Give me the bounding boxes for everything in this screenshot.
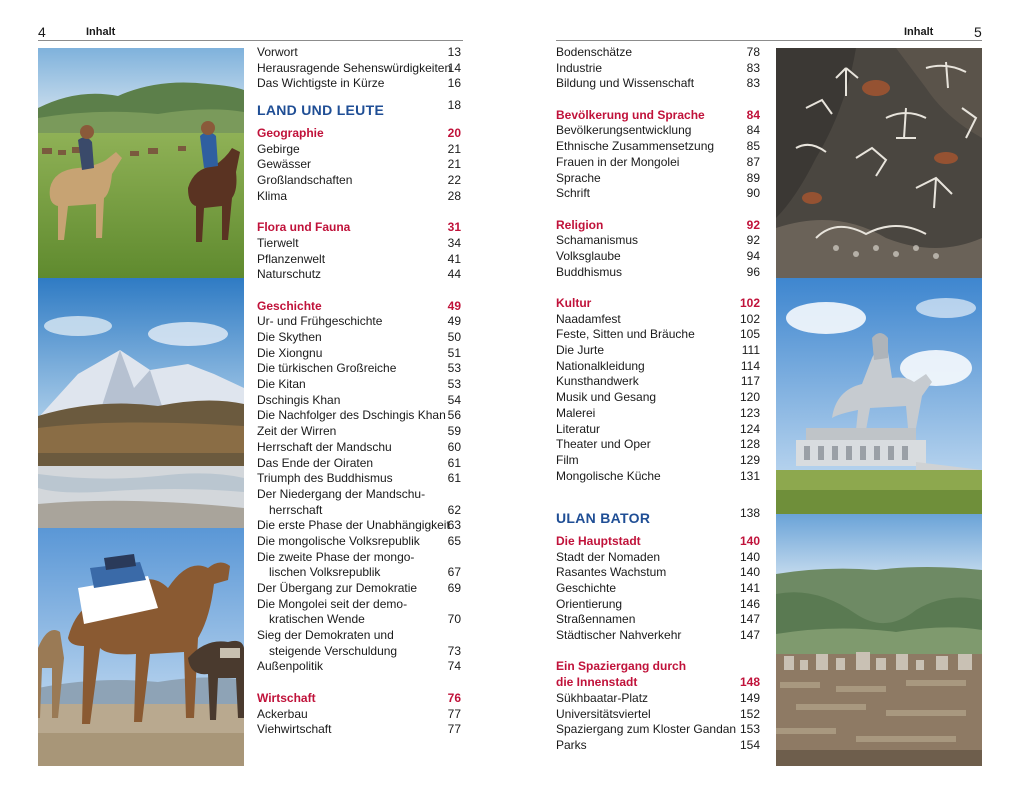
toc-entry-title: Sükhbaatar-Platz — [556, 690, 649, 705]
toc-entry-gebirge — [257, 142, 461, 158]
toc-entry-title: Viehwirtschaft — [257, 722, 332, 737]
toc-entry-title: Malerei — [556, 405, 596, 420]
toc-entry-title: Theater und Oper — [556, 437, 651, 452]
toc-entry-page: 153 — [739, 722, 760, 737]
toc-part-heading-ulan-bator — [556, 500, 760, 534]
toc-entry-title: Bodenschätze — [556, 45, 633, 59]
toc-entry-page: 22 — [447, 173, 461, 188]
toc-entry-page: 77 — [447, 722, 461, 737]
toc-entry-universitatsviertel — [556, 707, 760, 723]
toc-section-heading-die-hauptstadt — [556, 534, 760, 550]
toc-entry-title: Volksglaube — [556, 248, 621, 263]
toc-entry-page: 131 — [739, 468, 760, 483]
toc-entry-page: 18 — [447, 98, 461, 113]
toc-entry-title: ULAN BATOR — [556, 509, 651, 526]
toc-entry-title: LAND UND LEUTE — [257, 102, 385, 119]
toc-entry-page: 77 — [447, 706, 461, 721]
ulan-bator-city-photo — [776, 514, 982, 766]
toc-entry-das-wichtigste-in-kurze — [257, 76, 461, 92]
toc-entry-title: Ur- und Frühgeschichte — [257, 314, 383, 329]
toc-entry-page: 49 — [447, 314, 461, 329]
toc-entry-frauen-in-der-mongolei — [556, 155, 760, 171]
toc-entry-ackerbau — [257, 707, 461, 723]
toc-entry-title: Stadt der Nomaden — [556, 549, 661, 564]
toc-entry-page: 62 — [447, 502, 461, 517]
genghis-khan-statue-photo — [776, 278, 982, 514]
toc-entry-naadamfest — [556, 312, 760, 328]
toc-entry-title: Außenpolitik — [257, 659, 324, 674]
toc-entry-musik-und-gesang — [556, 390, 760, 406]
toc-entry-feste-sitten-und-brauche — [556, 327, 760, 343]
toc-entry-title: Die Jurte — [556, 343, 605, 358]
toc-entry-title: Universitätsviertel — [556, 706, 651, 721]
toc-entry-kunsthandwerk — [556, 374, 760, 390]
toc-entry-title: Sieg der Demokraten und — [257, 628, 394, 643]
toc-entry-stadtischer-nahverkehr — [556, 628, 760, 644]
toc-entry-page: 44 — [447, 267, 461, 282]
toc-entry-title: Bevölkerungsentwicklung — [556, 123, 692, 138]
toc-entry-title: Naadamfest — [556, 311, 621, 326]
toc-entry-spaziergang-zum-kloster-gandan — [556, 722, 760, 738]
page-number: 4 — [38, 24, 46, 40]
toc-right-column — [556, 45, 760, 754]
toc-entry-title: kratischen Wende — [269, 612, 365, 627]
toc-entry-page: 31 — [447, 220, 461, 235]
toc-spacer — [556, 280, 760, 296]
toc-entry-sprache — [556, 171, 760, 187]
toc-entry-page: 70 — [447, 612, 461, 627]
toc-entry-page: 51 — [447, 345, 461, 360]
toc-entry-title: Städtischer Nahverkehr — [556, 628, 682, 643]
toc-entry-page: 140 — [739, 565, 760, 580]
toc-entry-buddhismus — [556, 265, 760, 281]
toc-spacer — [556, 92, 760, 108]
toc-entry-schrift — [556, 186, 760, 202]
toc-entry-title: Bildung und Wissenschaft — [556, 76, 695, 91]
toc-entry-page: 78 — [746, 45, 760, 59]
toc-entry-title: steigende Verschuldung — [269, 643, 398, 658]
toc-entry-die-mongolische-volksrepublik — [257, 534, 461, 550]
toc-entry-herrschaft — [257, 503, 461, 519]
toc-entry-page: 102 — [739, 311, 760, 326]
toc-entry-die-kitan — [257, 377, 461, 393]
toc-entry-page: 34 — [447, 235, 461, 250]
toc-entry-page: 20 — [447, 126, 461, 141]
toc-entry-title: herrschaft — [269, 502, 323, 517]
toc-left-column — [257, 45, 461, 738]
toc-entry-die-erste-phase-der-unabhangigkeit — [257, 518, 461, 534]
toc-entry-page: 73 — [447, 643, 461, 658]
toc-entry-page: 147 — [739, 612, 760, 627]
toc-entry-page: 13 — [447, 45, 461, 59]
toc-entry-schamanismus — [556, 233, 760, 249]
toc-entry-page: 63 — [447, 518, 461, 533]
toc-entry-lischen-volksrepublik — [257, 565, 461, 581]
toc-entry-title: Herrschaft der Mandschu — [257, 439, 392, 454]
toc-section-heading-religion — [556, 218, 760, 234]
toc-entry-die-mongolei-seit-der-demo — [257, 597, 461, 613]
toc-entry-page: 140 — [739, 549, 760, 564]
toc-entry-title: Gewässer — [257, 157, 312, 172]
toc-entry-sieg-der-demokraten-und — [257, 628, 461, 644]
toc-entry-strassennamen — [556, 612, 760, 628]
toc-entry-title: Gebirge — [257, 141, 300, 156]
toc-entry-title: Straßennamen — [556, 612, 636, 627]
toc-entry-page: 21 — [447, 141, 461, 156]
toc-entry-page: 117 — [740, 374, 760, 389]
toc-entry-title: Industrie — [556, 60, 603, 75]
toc-entry-title: Geschichte — [257, 298, 322, 313]
toc-entry-page: 85 — [746, 139, 760, 154]
header-rule — [556, 40, 982, 41]
toc-entry-page: 89 — [746, 170, 760, 185]
toc-entry-orientierung — [556, 597, 760, 613]
toc-entry-kratischen-wende — [257, 612, 461, 628]
toc-entry-parks — [556, 738, 760, 754]
toc-entry-literatur — [556, 422, 760, 438]
right-page — [510, 0, 1020, 807]
toc-entry-triumph-des-buddhismus — [257, 471, 461, 487]
toc-entry-title: Dschingis Khan — [257, 392, 341, 407]
toc-entry-page: 56 — [447, 408, 461, 423]
toc-entry-die-xiongnu — [257, 346, 461, 362]
running-header: Inhalt — [86, 26, 116, 38]
toc-entry-page: 21 — [447, 157, 461, 172]
toc-entry-title: Die Hauptstadt — [556, 533, 641, 548]
toc-entry-page: 149 — [739, 690, 760, 705]
toc-spacer — [556, 484, 760, 500]
toc-entry-page: 41 — [447, 251, 461, 266]
toc-entry-title: Schrift — [556, 186, 591, 201]
toc-entry-page: 140 — [739, 533, 760, 548]
toc-entry-der-niedergang-der-mandschu — [257, 487, 461, 503]
toc-entry-viehwirtschaft — [257, 722, 461, 738]
toc-entry-title: Film — [556, 452, 579, 467]
toc-entry-title: Die erste Phase der Unabhängigkeit — [257, 518, 450, 533]
toc-entry-title: Feste, Sitten und Bräuche — [556, 327, 695, 342]
toc-section-heading-ein-spaziergang-durch — [556, 659, 760, 675]
toc-entry-title: Bevölkerung und Sprache — [556, 107, 705, 122]
toc-entry-page: 90 — [746, 186, 760, 201]
toc-entry-title: Die mongolische Volksrepublik — [257, 533, 420, 548]
toc-entry-title: Das Wichtigste in Kürze — [257, 76, 385, 91]
page-number: 5 — [974, 24, 982, 40]
toc-entry-page: 14 — [447, 60, 461, 75]
toc-entry-page: 102 — [739, 296, 760, 310]
toc-spacer — [257, 283, 461, 299]
toc-entry-klima — [257, 189, 461, 205]
toc-entry-title: Die Nachfolger des Dschingis Khan — [257, 408, 446, 423]
toc-entry-page: 120 — [739, 390, 760, 405]
toc-entry-title: Religion — [556, 217, 604, 232]
toc-entry-vorwort — [257, 45, 461, 61]
toc-entry-title: Ein Spaziergang durch — [556, 659, 687, 674]
toc-entry-page: 141 — [739, 581, 760, 595]
toc-entry-title: Großlandschaften — [257, 173, 353, 188]
toc-entry-title: Flora und Fauna — [257, 220, 351, 235]
toc-entry-title: Musik und Gesang — [556, 390, 657, 405]
toc-entry-mongolische-kuche — [556, 469, 760, 485]
toc-entry-page: 83 — [746, 76, 760, 91]
toc-spacer — [257, 205, 461, 221]
toc-entry-page: 83 — [746, 60, 760, 75]
toc-entry-page: 152 — [739, 706, 760, 721]
toc-entry-malerei — [556, 406, 760, 422]
toc-entry-page: 84 — [746, 123, 760, 138]
toc-entry-die-jurte — [556, 343, 760, 359]
toc-entry-herrschaft-der-mandschu — [257, 440, 461, 456]
toc-entry-die-skythen — [257, 330, 461, 346]
toc-entry-title: Triumph des Buddhismus — [257, 471, 393, 486]
toc-entry-page: 61 — [447, 455, 461, 470]
toc-entry-title: Die Skythen — [257, 330, 322, 344]
header-rule — [38, 40, 463, 41]
toc-section-heading-flora-und-fauna — [257, 220, 461, 236]
toc-entry-title: Nationalkleidung — [556, 358, 645, 373]
toc-entry-title: Sprache — [556, 170, 601, 185]
toc-entry-title: Die Xiongnu — [257, 345, 323, 360]
toc-entry-page: 96 — [746, 264, 760, 279]
toc-entry-die-zweite-phase-der-mongo — [257, 550, 461, 566]
toc-entry-page: 54 — [447, 392, 461, 407]
toc-entry-die-nachfolger-des-dschingis-khan — [257, 408, 461, 424]
toc-entry-page: 50 — [447, 330, 461, 344]
toc-entry-industrie — [556, 61, 760, 77]
toc-entry-title: Geographie — [257, 126, 324, 141]
toc-entry-title: Vorwort — [257, 45, 298, 59]
toc-entry-grosslandschaften — [257, 173, 461, 189]
toc-part-heading-land-und-leute — [257, 92, 461, 126]
toc-entry-page: 69 — [447, 581, 461, 595]
toc-entry-page: 111 — [741, 343, 760, 358]
toc-entry-title: Der Niedergang der Mandschu- — [257, 486, 426, 501]
toc-section-heading-geschichte — [257, 299, 461, 315]
toc-entry-page: 74 — [447, 659, 461, 674]
toc-entry-title: Kultur — [556, 296, 592, 310]
toc-entry-title: Frauen in der Mongolei — [556, 154, 680, 169]
toc-entry-title: Das Ende der Oiraten — [257, 455, 374, 470]
toc-entry-tierwelt — [257, 236, 461, 252]
toc-entry-geschichte — [556, 581, 760, 597]
toc-entry-page: 92 — [746, 217, 760, 232]
toc-entry-title: Mongolische Küche — [556, 468, 661, 483]
toc-entry-volksglaube — [556, 249, 760, 265]
toc-entry-stadt-der-nomaden — [556, 550, 760, 566]
toc-entry-page: 138 — [739, 505, 760, 520]
toc-entry-page: 154 — [739, 737, 760, 752]
toc-entry-theater-und-oper — [556, 437, 760, 453]
toc-entry-title: die Innenstadt — [556, 675, 638, 690]
toc-entry-das-ende-der-oiraten — [257, 456, 461, 472]
toc-entry-page: 59 — [447, 424, 461, 439]
toc-section-heading-bevolkerung-und-sprache — [556, 108, 760, 124]
toc-entry-title: Rasantes Wachstum — [556, 565, 667, 580]
toc-entry-page: 84 — [746, 107, 760, 122]
toc-entry-title: Pflanzenwelt — [257, 251, 326, 266]
snowy-mountains-river-photo — [38, 278, 244, 528]
toc-entry-page: 94 — [746, 248, 760, 263]
toc-entry-page: 60 — [447, 439, 461, 454]
toc-entry-sukhbaatar-platz — [556, 691, 760, 707]
running-header: Inhalt — [904, 26, 934, 38]
toc-entry-page: 148 — [739, 675, 760, 690]
toc-entry-page: 49 — [447, 298, 461, 313]
toc-entry-title: Orientierung — [556, 596, 623, 611]
toc-entry-aussenpolitik — [257, 659, 461, 675]
toc-section-heading-die-innenstadt — [556, 675, 760, 691]
toc-entry-title: Klima — [257, 188, 288, 203]
toc-entry-zeit-der-wirren — [257, 424, 461, 440]
toc-entry-title: Schamanismus — [556, 233, 639, 248]
toc-entry-film — [556, 453, 760, 469]
toc-entry-page: 16 — [447, 76, 461, 91]
toc-entry-rasantes-wachstum — [556, 565, 760, 581]
toc-entry-page: 53 — [447, 361, 461, 376]
toc-section-heading-wirtschaft — [257, 691, 461, 707]
toc-entry-bodenschatze — [556, 45, 760, 61]
toc-entry-page: 92 — [746, 233, 760, 248]
toc-entry-page: 147 — [739, 628, 760, 643]
toc-entry-title: Naturschutz — [257, 267, 322, 282]
toc-entry-page: 67 — [447, 565, 461, 580]
toc-entry-title: lischen Volksrepublik — [269, 565, 381, 580]
toc-entry-title: Kunsthandwerk — [556, 374, 639, 389]
toc-entry-dschingis-khan — [257, 393, 461, 409]
toc-entry-steigende-verschuldung — [257, 644, 461, 660]
toc-entry-gewasser — [257, 157, 461, 173]
toc-entry-page: 146 — [739, 596, 760, 611]
toc-entry-title: Literatur — [556, 421, 601, 436]
toc-entry-title: Parks — [556, 737, 587, 752]
toc-entry-herausragende-sehenswurdigkeiten — [257, 61, 461, 77]
toc-entry-page: 61 — [447, 471, 461, 486]
toc-entry-title: Die türkischen Großreiche — [257, 361, 397, 376]
mongolian-boys-on-horses-photo — [38, 48, 244, 278]
toc-spacer — [257, 675, 461, 691]
toc-spacer — [556, 644, 760, 660]
toc-entry-title: Wirtschaft — [257, 690, 316, 705]
toc-entry-title: Der Übergang zur Demokratie — [257, 581, 418, 595]
toc-entry-title: Zeit der Wirren — [257, 424, 337, 439]
toc-entry-naturschutz — [257, 267, 461, 283]
toc-entry-title: Die Mongolei seit der demo- — [257, 596, 408, 611]
toc-entry-ethnische-zusammensetzung — [556, 139, 760, 155]
toc-entry-page: 114 — [740, 358, 760, 373]
toc-entry-page: 87 — [746, 154, 760, 169]
loaded-camels-photo — [38, 528, 244, 766]
toc-section-heading-kultur — [556, 296, 760, 312]
toc-entry-page: 128 — [739, 437, 760, 452]
toc-entry-title: Die zweite Phase der mongo- — [257, 549, 415, 564]
toc-entry-title: Buddhismus — [556, 264, 623, 279]
toc-entry-title: Geschichte — [556, 581, 617, 595]
toc-entry-title: Tierwelt — [257, 235, 299, 250]
toc-entry-title: Ackerbau — [257, 706, 308, 721]
toc-entry-page: 65 — [447, 533, 461, 548]
toc-entry-title: Ethnische Zusammensetzung — [556, 139, 715, 154]
toc-section-heading-geographie — [257, 126, 461, 142]
toc-entry-page: 123 — [739, 405, 760, 420]
toc-entry-der-ubergang-zur-demokratie — [257, 581, 461, 597]
toc-entry-page: 105 — [739, 327, 760, 342]
toc-entry-bevolkerungsentwicklung — [556, 123, 760, 139]
toc-entry-title: Die Kitan — [257, 377, 306, 392]
toc-entry-title: Herausragende Sehenswürdigkeiten — [257, 60, 452, 75]
toc-entry-title: Spaziergang zum Kloster Gandan — [556, 722, 737, 737]
toc-entry-page: 28 — [447, 188, 461, 203]
toc-entry-bildung-und-wissenschaft — [556, 76, 760, 92]
toc-entry-pflanzenwelt — [257, 252, 461, 268]
toc-spacer — [556, 202, 760, 218]
toc-entry-ur-und-fruhgeschichte — [257, 314, 461, 330]
toc-entry-die-turkischen-grossreiche — [257, 361, 461, 377]
toc-entry-nationalkleidung — [556, 359, 760, 375]
rock-petroglyphs-photo — [776, 48, 982, 278]
toc-entry-page: 76 — [447, 690, 461, 705]
toc-entry-page: 124 — [739, 421, 760, 436]
toc-entry-page: 129 — [739, 452, 760, 467]
toc-entry-page: 53 — [447, 377, 461, 392]
